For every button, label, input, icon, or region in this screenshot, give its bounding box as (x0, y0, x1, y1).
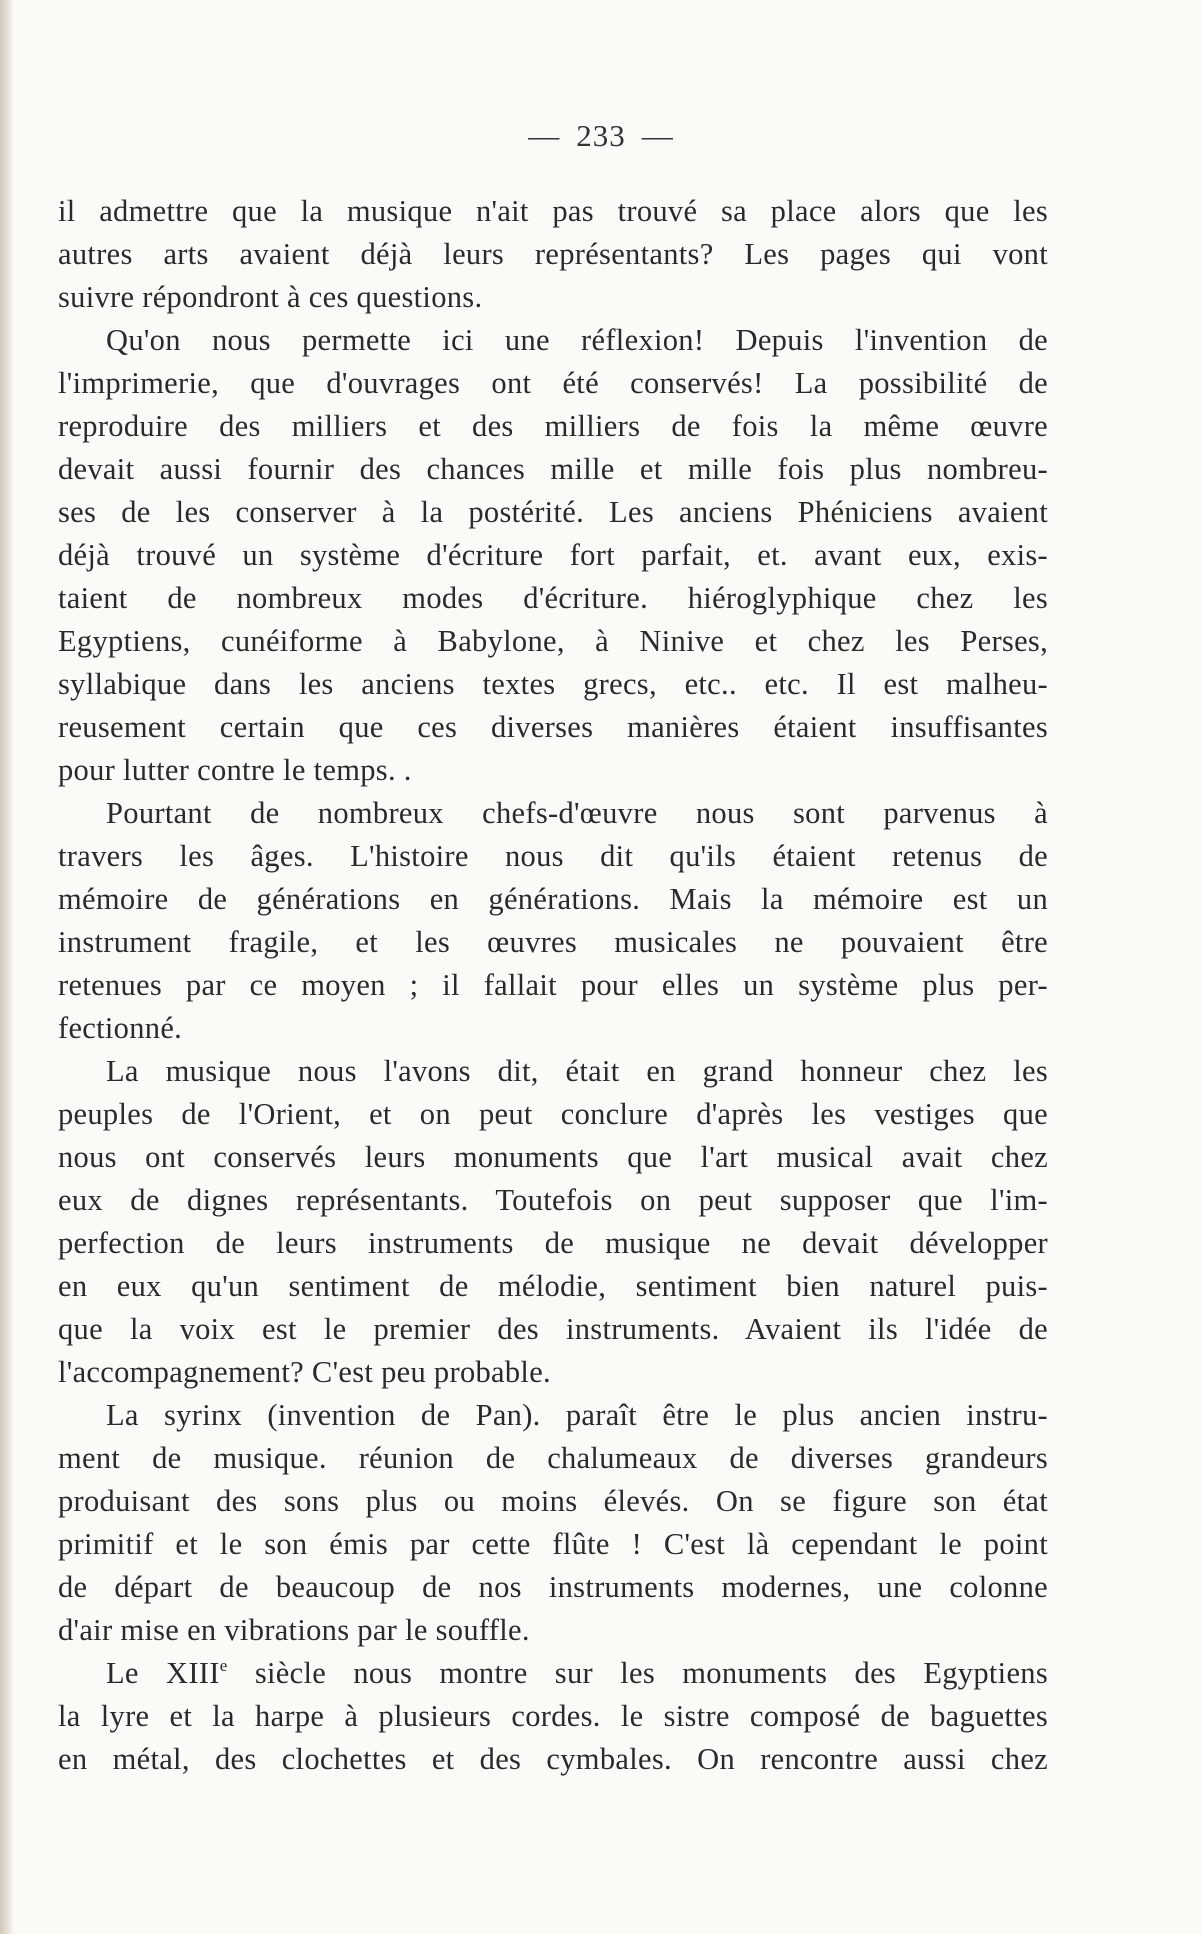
text-line: devait aussi fournir des chances mille et mille fois plus nombreu- (58, 452, 1048, 486)
text-line-rest: siècle nous montre sur les monuments des Egyptiens (227, 1656, 1049, 1690)
paragraph-4 (58, 1050, 1048, 1394)
text-line: autres arts avaient déjà leurs représentants? Les pages qui vont (58, 237, 1048, 271)
page-number-header (0, 118, 1202, 154)
text-line: suivre répondront à ces questions. (58, 280, 483, 314)
page-number: 233 (576, 118, 626, 153)
text-line: Pourtant de nombreux chefs-d'œuvre nous sont parvenus à (106, 796, 1048, 830)
page-number-dash-left: — (528, 118, 561, 153)
text-line: ment de musique. réunion de chalumeaux de diverses grandeurs (58, 1441, 1048, 1475)
text-line (58, 1652, 1048, 1695)
text-line: mémoire de générations en générations. Mais la mémoire est un (58, 882, 1048, 916)
text-line: que la voix est le premier des instruments. Avaient ils l'idée de (58, 1312, 1048, 1346)
text-line: travers les âges. L'histoire nous dit qu'ils étaient retenus de (58, 839, 1048, 873)
text-line: perfection de leurs instruments de musique ne devait développer (58, 1226, 1048, 1260)
text-line: taient de nombreux modes d'écriture. hiéroglyphique chez les (58, 581, 1048, 615)
text-line: d'air mise en vibrations par le souffle. (58, 1613, 530, 1647)
text-line: l'accompagnement? C'est peu probable. (58, 1355, 551, 1389)
body-text (58, 190, 1048, 1781)
text-line: retenues par ce moyen ; il fallait pour elles un système plus per- (58, 968, 1048, 1002)
text-line: de départ de beaucoup de nos instruments modernes, une colonne (58, 1570, 1048, 1604)
text-line: Egyptiens, cunéiforme à Babylone, à Ninive et chez les Perses, (58, 624, 1048, 658)
page-number-dash-right: — (641, 118, 674, 153)
text-line: eux de dignes représentants. Toutefois on peut supposer que l'im- (58, 1183, 1048, 1217)
paragraph-2 (58, 319, 1048, 792)
text-line: primitif et le son émis par cette flûte ! C'est là cependant le point (58, 1527, 1048, 1561)
paragraph-6 (58, 1652, 1048, 1781)
paragraph-5 (58, 1394, 1048, 1652)
century-superscript: e (219, 1656, 228, 1675)
text-line: instrument fragile, et les œuvres musicales ne pouvaient être (58, 925, 1048, 959)
text-line: il admettre que la musique n'ait pas trouvé sa place alors que les (58, 194, 1048, 228)
text-line: peuples de l'Orient, et on peut conclure d'après les vestiges que (58, 1097, 1048, 1131)
century-numeral: Le XIII (106, 1656, 220, 1690)
text-line: l'imprimerie, que d'ouvrages ont été conservés! La possibilité de (58, 366, 1048, 400)
text-line: fectionné. (58, 1011, 183, 1045)
paragraph-3 (58, 792, 1048, 1050)
text-line: reusement certain que ces diverses manières étaient insuffisantes (58, 710, 1048, 744)
text-line: ses de les conserver à la postérité. Les anciens Phéniciens avaient (58, 495, 1048, 529)
text-line: La syrinx (invention de Pan). paraît être le plus ancien instru- (106, 1398, 1048, 1432)
text-line: Qu'on nous permette ici une réflexion! Depuis l'invention de (106, 323, 1048, 357)
text-line: pour lutter contre le temps. . (58, 753, 412, 787)
text-line: en eux qu'un sentiment de mélodie, sentiment bien naturel puis- (58, 1269, 1048, 1303)
text-line: déjà trouvé un système d'écriture fort parfait, et. avant eux, exis- (58, 538, 1048, 572)
text-line: en métal, des clochettes et des cymbales. On rencontre aussi chez (58, 1742, 1048, 1776)
text-line: nous ont conservés leurs monuments que l'art musical avait chez (58, 1140, 1048, 1174)
paragraph-1 (58, 190, 1048, 319)
page-edge-shadow (0, 0, 14, 1934)
text-line: syllabique dans les anciens textes grecs, etc.. etc. Il est malheu- (58, 667, 1048, 701)
text-line: reproduire des milliers et des milliers de fois la même œuvre (58, 409, 1048, 443)
text-line: la lyre et la harpe à plusieurs cordes. le sistre composé de baguettes (58, 1699, 1048, 1733)
text-line: La musique nous l'avons dit, était en grand honneur chez les (106, 1054, 1048, 1088)
text-line: produisant des sons plus ou moins élevés. On se figure son état (58, 1484, 1048, 1518)
